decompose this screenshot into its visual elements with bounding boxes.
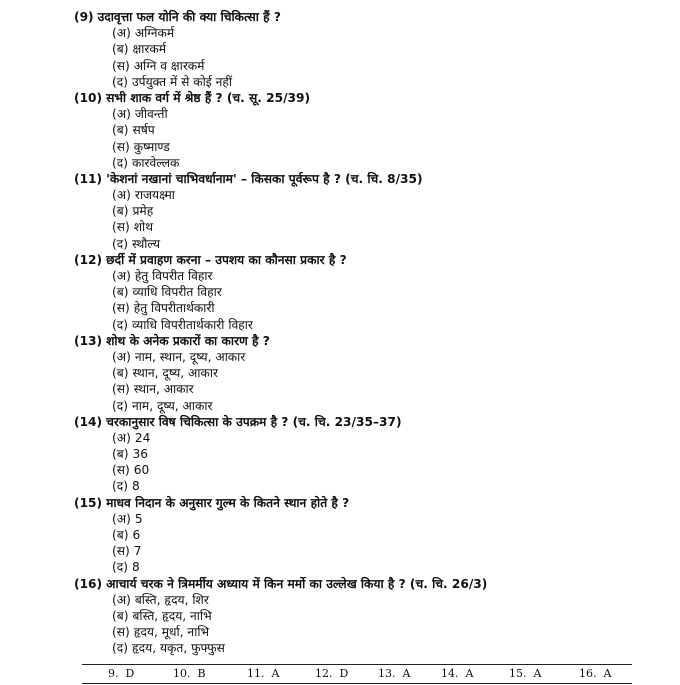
option-text: व्याधि विपरीतार्थकारी विहार: [131, 317, 253, 332]
question-stem: [74, 414, 664, 430]
option-marker: (द): [112, 479, 128, 494]
option-a: [74, 25, 664, 41]
option-marker: (स): [112, 58, 130, 73]
question-15: [74, 495, 664, 576]
question-10: [74, 90, 664, 171]
option-c: [74, 624, 664, 640]
option-marker: (अ): [112, 188, 131, 203]
option-b: [74, 203, 664, 219]
option-d: [74, 478, 664, 494]
answer-key-item: [509, 667, 541, 680]
option-marker: (अ): [112, 269, 131, 283]
option-d: [74, 317, 664, 333]
answer-key-item: [441, 667, 473, 680]
question-text: चरकानुसार विष चिकित्सा के उपक्रम है ? (च. चि. 23/35–37): [106, 414, 402, 429]
question-text: उदावृत्ता फल योनि की क्या चिकित्सा हैं ?: [97, 10, 281, 24]
question-stem: [74, 90, 664, 106]
option-text: क्षारकर्म: [132, 42, 166, 57]
question-text: माधव निदान के अनुसार गुल्म के कितने स्थान होते है ?: [106, 495, 350, 510]
option-marker: (द): [112, 641, 128, 656]
option-marker: (स): [112, 463, 130, 478]
question-16: [74, 576, 664, 657]
option-b: [74, 365, 664, 381]
question-number: (13): [74, 333, 103, 348]
option-marker: (द): [112, 560, 128, 575]
option-a: [74, 187, 664, 203]
answer-number: 13.: [378, 667, 396, 680]
option-b: [74, 284, 664, 300]
answer-key-item: [173, 667, 206, 680]
option-marker: (ब): [112, 204, 129, 219]
question-12: [74, 252, 664, 333]
option-text: जीवन्ती: [134, 107, 168, 122]
answer-number: 14.: [441, 667, 459, 680]
option-marker: (स): [112, 382, 130, 397]
option-c: [74, 543, 664, 559]
option-text: स्थौल्य: [131, 236, 161, 251]
question-text: शोथ के अनेक प्रकारों का कारण है ?: [106, 333, 270, 348]
option-text: नाम, दूष्य, आकार: [131, 398, 213, 413]
option-marker: (स): [112, 220, 130, 235]
answer-number: 11.: [247, 667, 265, 680]
option-text: कुष्माण्ड: [133, 139, 170, 154]
option-a: [74, 349, 664, 365]
answer-number: 15.: [509, 667, 527, 680]
question-text: आचार्य चरक ने त्रिमर्मीय अध्याय में किन मर्मो का उल्लेख किया है ? (च. चि. 26/3): [106, 576, 488, 591]
option-text: कारवेल्लक: [131, 155, 180, 170]
option-text: राजयक्ष्मा: [134, 188, 175, 203]
question-text: छर्दी में प्रवाहण करना – उपशय का कौनसा प्रकार है ?: [106, 252, 347, 267]
option-text: हृदय, मूर्धा, नाभि: [133, 625, 210, 640]
option-marker: (अ): [112, 26, 131, 41]
answer-number: 9.: [108, 667, 119, 680]
option-marker: (द): [112, 155, 128, 170]
option-b: [74, 41, 664, 57]
answer-key-item: [247, 667, 279, 680]
option-marker: (द): [112, 74, 128, 89]
answer-key-item: [108, 667, 134, 680]
option-text: स्थान, दूष्य, आकार: [132, 366, 218, 381]
option-d: [74, 155, 664, 171]
option-text: 7: [133, 544, 142, 559]
option-c: [74, 462, 664, 478]
question-stem: [74, 252, 664, 268]
question-number: (14): [74, 414, 103, 429]
option-c: [74, 139, 664, 155]
answer-value: A: [533, 667, 542, 680]
option-text: हेतु विपरीत विहार: [134, 269, 213, 283]
option-marker: (अ): [112, 349, 131, 364]
option-marker: (स): [112, 625, 130, 640]
answer-value: D: [339, 667, 349, 680]
question-number: (9): [74, 10, 94, 24]
option-marker: (द): [112, 398, 128, 413]
option-marker: (ब): [112, 528, 129, 542]
option-text: अग्नि व क्षारकर्म: [133, 58, 205, 73]
option-b: [74, 446, 664, 462]
option-text: 8: [131, 479, 140, 494]
option-a: [74, 511, 664, 527]
option-c: [74, 219, 664, 235]
option-text: बस्ति, हृदय, शिर: [134, 592, 209, 607]
option-text: हेतु विपरीतार्थकारी: [133, 301, 215, 316]
question-number: (16): [74, 576, 103, 591]
answer-key-bar: [82, 664, 632, 684]
option-text: 60: [133, 463, 150, 478]
option-marker: (अ): [112, 107, 131, 122]
question-number: (11): [74, 171, 103, 186]
option-marker: (स): [112, 139, 130, 154]
answer-key-item: [579, 667, 611, 680]
question-stem: [74, 576, 664, 592]
answer-number: 16.: [579, 667, 597, 680]
option-marker: (ब): [112, 285, 129, 300]
option-marker: (द): [112, 317, 128, 332]
question-11: [74, 171, 664, 252]
option-marker: (ब): [112, 123, 129, 138]
answer-key-item: [378, 667, 410, 680]
question-number: (12): [74, 252, 103, 267]
option-text: 8: [131, 560, 140, 575]
answer-value: A: [271, 667, 280, 680]
option-text: व्याधि विपरीत विहार: [132, 285, 222, 300]
option-marker: (अ): [112, 511, 131, 526]
option-a: [74, 592, 664, 608]
option-text: उर्पयुक्त में से कोई नहीं: [131, 74, 233, 89]
option-text: 36: [132, 447, 148, 462]
question-list: [74, 9, 664, 657]
option-d: [74, 559, 664, 575]
option-d: [74, 398, 664, 414]
option-c: [74, 58, 664, 74]
answer-key-item: [315, 667, 348, 680]
option-marker: (स): [112, 544, 130, 559]
question-text: 'केशनां नखानां चाभिवर्धानाम' – किसका पूर्वरूप है ? (च. चि. 8/35): [106, 171, 423, 186]
answer-value: A: [603, 667, 612, 680]
option-marker: (द): [112, 236, 128, 251]
question-13: [74, 333, 664, 414]
option-marker: (अ): [112, 430, 131, 445]
answer-value: A: [402, 667, 411, 680]
question-14: [74, 414, 664, 495]
option-c: [74, 381, 664, 397]
answer-number: 12.: [315, 667, 333, 680]
question-stem: [74, 495, 664, 511]
question-number: (10): [74, 90, 103, 105]
option-marker: (ब): [112, 366, 129, 381]
option-text: हृदय, यकृत, फुफ्फुस: [131, 641, 225, 656]
option-b: [74, 608, 664, 624]
option-marker: (अ): [112, 592, 131, 607]
option-text: नाम, स्थान, दूष्य, आकार: [134, 349, 246, 364]
option-text: अग्निकर्म: [134, 26, 175, 41]
option-text: स्थान, आकार: [133, 382, 194, 397]
option-text: 6: [132, 528, 141, 542]
option-marker: (स): [112, 301, 130, 316]
option-d: [74, 74, 664, 90]
answer-value: A: [465, 667, 474, 680]
option-marker: (ब): [112, 608, 129, 623]
question-stem: [74, 333, 664, 349]
option-b: [74, 122, 664, 138]
question-text: सभी शाक वर्ग में श्रेष्ठ हैं ? (च. सू. 25/39): [106, 90, 311, 105]
option-a: [74, 430, 664, 446]
answer-value: D: [125, 667, 135, 680]
option-text: 24: [134, 430, 151, 445]
answer-number: 10.: [173, 667, 191, 680]
option-a: [74, 268, 664, 284]
option-c: [74, 300, 664, 316]
option-text: शोथ: [133, 220, 153, 235]
question-stem: [74, 171, 664, 187]
option-text: बस्ति, हृदय, नाभि: [132, 608, 212, 623]
option-text: सर्षप: [132, 123, 155, 138]
question-stem: [74, 9, 664, 25]
question-number: (15): [74, 495, 103, 510]
question-9: [74, 9, 664, 90]
option-marker: (ब): [112, 447, 129, 462]
option-d: [74, 236, 664, 252]
option-marker: (ब): [112, 42, 129, 57]
option-d: [74, 640, 664, 656]
answer-value: B: [197, 667, 206, 680]
option-text: 5: [134, 511, 143, 526]
option-a: [74, 106, 664, 122]
option-text: प्रमेह: [132, 204, 154, 219]
option-b: [74, 527, 664, 543]
